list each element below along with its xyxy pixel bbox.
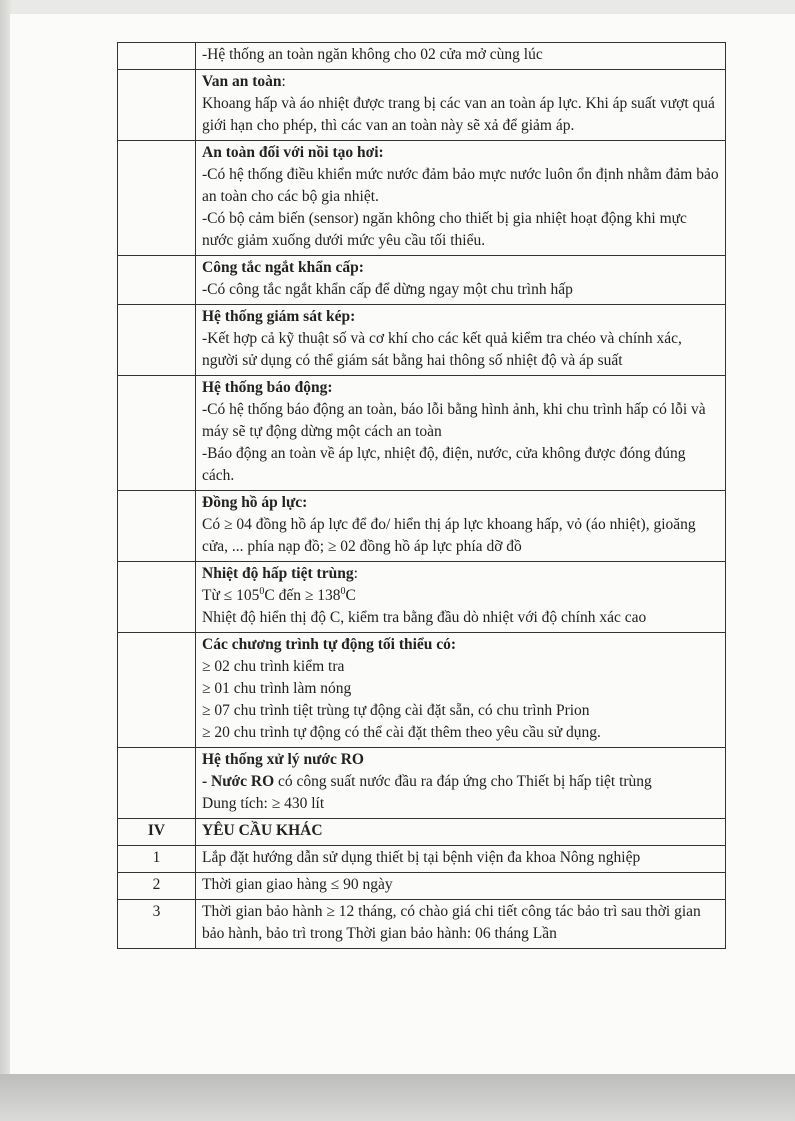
spec-cell [196, 748, 726, 819]
spec-line: -Báo động an toàn về áp lực, nhiệt độ, điện, nước, cửa không được đóng đúng cách. [202, 445, 686, 484]
table-row [118, 846, 726, 873]
spec-heading: Van an toàn [202, 73, 282, 90]
temperature-range: Từ ≤ $105^0C$ đến ≥ $138^0C$ [202, 585, 356, 604]
section-title: YÊU CẦU KHÁC [196, 819, 726, 846]
spec-cell [196, 43, 726, 70]
row-number-cell [118, 70, 196, 141]
spec-cell [196, 305, 726, 376]
ro-line: - Nước RO có công suất nước đầu ra đáp ứng cho Thiết bị hấp tiệt trùng [202, 773, 652, 790]
table-row [118, 43, 726, 70]
table-row [118, 376, 726, 491]
item-number: 2 [118, 873, 196, 900]
item-number: 1 [118, 846, 196, 873]
spec-cell [196, 633, 726, 748]
table-row [118, 141, 726, 256]
spec-cell [196, 70, 726, 141]
spec-line: -Hệ thống an toàn ngăn không cho 02 cửa mở cùng lúc [202, 46, 543, 63]
item-number: 3 [118, 900, 196, 949]
row-number-cell [118, 376, 196, 491]
table-row [118, 491, 726, 562]
row-number-cell [118, 256, 196, 305]
heading-suffix: : [353, 565, 358, 582]
spec-heading: Nhiệt độ hấp tiệt trùng [202, 565, 354, 582]
spec-line: ≥ 20 chu trình tự động có thể cài đặt thêm theo yêu cầu sử dụng. [202, 724, 601, 741]
row-number-cell [118, 748, 196, 819]
spec-line: -Có công tắc ngắt khẩn cấp để dừng ngay một chu trình hấp [202, 281, 573, 298]
spec-cell [196, 376, 726, 491]
spec-line: Nhiệt độ hiển thị độ C, kiểm tra bằng đầu dò nhiệt với độ chính xác cao [202, 609, 647, 626]
spec-heading: Các chương trình tự động tối thiểu có: [202, 636, 457, 653]
table-row [118, 256, 726, 305]
spec-heading: Hệ thống giám sát kép: [202, 308, 356, 325]
table-row [118, 633, 726, 748]
table-row [118, 70, 726, 141]
spec-cell [196, 562, 726, 633]
row-number-cell [118, 43, 196, 70]
spec-line: -Có hệ thống điều khiển mức nước đảm bảo mực nước luôn ổn định nhằm đảm bảo an toàn cho các bộ gia nhiệt. [202, 166, 719, 205]
table-row [118, 562, 726, 633]
item-text: Thời gian bảo hành ≥ 12 tháng, có chào giá chi tiết công tác bảo trì sau thời gian bảo hành, bảo trì trong Thời gian bảo hành: 06 tháng Lần [196, 900, 726, 949]
spec-cell [196, 141, 726, 256]
spec-line: ≥ 01 chu trình làm nóng [202, 680, 352, 697]
spec-line: -Có bộ cảm biến (sensor) ngăn không cho thiết bị gia nhiệt hoạt động khi mực nước giảm xuống dưới mức yêu cầu tối thiểu. [202, 210, 687, 249]
spec-cell [196, 256, 726, 305]
row-number-cell [118, 633, 196, 748]
spec-line: Khoang hấp và áo nhiệt được trang bị các van an toàn áp lực. Khi áp suất vượt quá giới hạn cho phép, thì các van an toàn này sẽ xả để giảm áp. [202, 95, 715, 134]
table-row [118, 873, 726, 900]
item-text: Thời gian giao hàng ≤ 90 ngày [196, 873, 726, 900]
spec-line: -Kết hợp cả kỹ thuật số và cơ khí cho các kết quả kiểm tra chéo và chính xác, người sử dụng có thể giám sát bằng hai thông số nhiệt độ và áp suất [202, 330, 682, 369]
section-row [118, 819, 726, 846]
spec-heading: An toàn đối với nồi tạo hơi: [202, 144, 384, 161]
spec-heading: Hệ thống xử lý nước RO [202, 751, 364, 768]
row-number-cell [118, 491, 196, 562]
table-row [118, 900, 726, 949]
table-row [118, 305, 726, 376]
spec-cell [196, 491, 726, 562]
spec-table [117, 42, 726, 949]
spec-line: -Có hệ thống báo động an toàn, báo lỗi bằng hình ảnh, khi chu trình hấp có lỗi và máy sẽ tự động dừng một cách an toàn [202, 401, 706, 440]
spec-heading: Đồng hồ áp lực: [202, 494, 308, 511]
spec-line: ≥ 07 chu trình tiệt trùng tự động cài đặt sẵn, có chu trình Prion [202, 702, 590, 719]
heading-suffix: : [281, 73, 286, 90]
spec-line: Dung tích: ≥ 430 lít [202, 795, 325, 812]
section-number: IV [118, 819, 196, 846]
scan-bottom-edge [0, 1074, 795, 1121]
spec-heading: Hệ thống báo động: [202, 379, 333, 396]
row-number-cell [118, 562, 196, 633]
spec-line: ≥ 02 chu trình kiểm tra [202, 658, 345, 675]
row-number-cell [118, 141, 196, 256]
spec-line: Có ≥ 04 đồng hồ áp lực để đo/ hiển thị áp lực khoang hấp, vỏ (áo nhiệt), gioăng cửa, ... phía nạp đồ; ≥ 02 đồng hồ áp lực phía dỡ đồ [202, 516, 696, 555]
spec-heading: Công tắc ngắt khẩn cấp: [202, 259, 364, 276]
table-row [118, 748, 726, 819]
row-number-cell [118, 305, 196, 376]
item-text: Lắp đặt hướng dẫn sử dụng thiết bị tại bệnh viện đa khoa Nông nghiệp [196, 846, 726, 873]
